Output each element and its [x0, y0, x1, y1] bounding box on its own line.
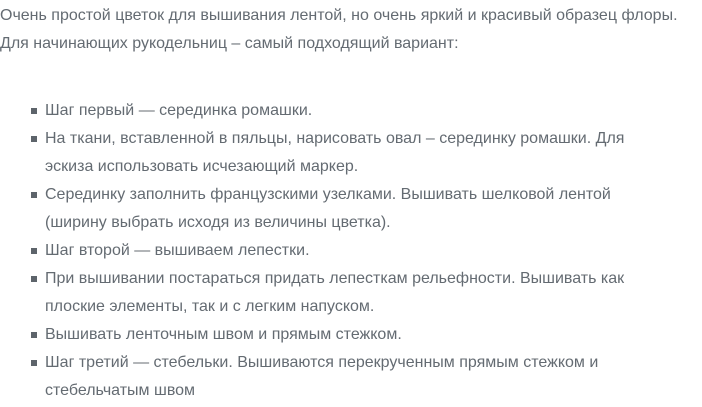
- list-item: [0, 97, 660, 125]
- list-item-text: Шаг первый — серединка ромашки.: [45, 102, 313, 119]
- list-item-text: При вышивании постараться придать лепесткам рельефности. Вышивать как плоские элементы, так и с легким напуском.: [45, 270, 625, 315]
- list-item: [0, 125, 660, 181]
- list-item: [0, 349, 660, 405]
- list-item: [0, 181, 660, 237]
- list-item-text: На ткани, вставленной в пяльцы, нарисовать овал – серединку ромашки. Для эскиза использовать исчезающий маркер.: [45, 130, 625, 175]
- list-item-text: Серединку заполнить французскими узелками. Вышивать шелковой лентой (ширину выбрать исходя из величины цветка).: [45, 186, 611, 231]
- list-item-text: Вышивать ленточным швом и прямым стежком.: [45, 326, 402, 343]
- bullet-square-icon: [31, 108, 37, 114]
- bullet-square-icon: [31, 360, 37, 366]
- list-item: [0, 237, 660, 265]
- list-item: [0, 321, 660, 349]
- list-item: [0, 265, 660, 321]
- bullet-square-icon: [31, 276, 37, 282]
- bullet-square-icon: [31, 248, 37, 254]
- steps-list: [0, 97, 702, 405]
- bullet-square-icon: [31, 192, 37, 198]
- list-item-text: Шаг второй — вышиваем лепестки.: [45, 242, 310, 259]
- intro-paragraph: Очень простой цветок для вышивания лентой, но очень яркий и красивый образец флоры. Для начинающих рукодельниц – самый подходящий вариант:: [0, 7, 678, 52]
- bullet-square-icon: [31, 332, 37, 338]
- bullet-square-icon: [31, 136, 37, 142]
- list-item-text: Шаг третий — стебельки. Вышиваются перекрученным прямым стежком и стебельчатым швом: [45, 354, 599, 399]
